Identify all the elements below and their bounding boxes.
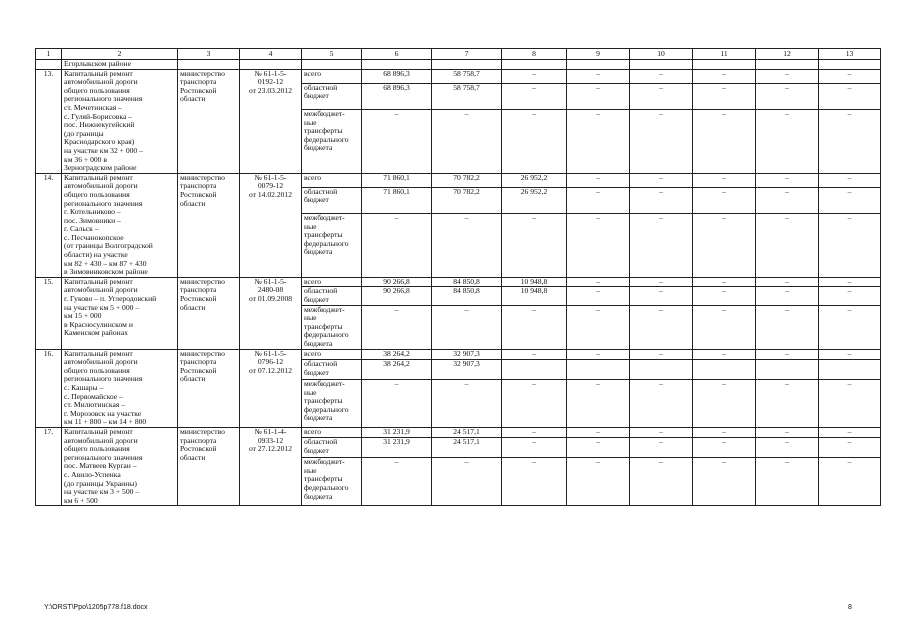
cell-empty <box>302 60 362 70</box>
amount-cell: – <box>693 109 756 173</box>
cell-empty <box>432 60 502 70</box>
amount-cell: 31 231,9 <box>362 438 432 458</box>
customer: министерство транспорта Ростовской области <box>178 69 240 173</box>
investment-table <box>35 48 881 506</box>
funding-source: всего <box>302 427 362 437</box>
amount-cell: – <box>630 379 693 427</box>
amount-cell: – <box>432 109 502 173</box>
project-name: Капитальный ремонт автомобильной дороги общего пользования регионального значения пос. Матвеев Курган – с. Авило-Успенка (до границы Украины) на участке км 3 + 500 – км 6 + 500 <box>62 427 178 505</box>
cell-empty <box>630 60 693 70</box>
document-ref: № 61-1-5- 0079-12 от 14.02.2012 <box>240 173 302 277</box>
amount-cell <box>756 360 819 380</box>
funding-source: межбюджет- ные трансферты федерального бюджета <box>302 379 362 427</box>
funding-source: межбюджет- ные трансферты федерального бюджета <box>302 214 362 278</box>
amount-cell: – <box>567 277 630 287</box>
project-row <box>36 349 881 359</box>
amount-cell: – <box>693 287 756 305</box>
funding-source: межбюджет- ные трансферты федерального бюджета <box>302 458 362 506</box>
cell-empty <box>693 60 756 70</box>
amount-cell: – <box>567 379 630 427</box>
amount-cell: – <box>693 173 756 187</box>
customer: министерство транспорта Ростовской области <box>178 427 240 505</box>
amount-cell: – <box>362 458 432 506</box>
amount-cell: – <box>362 379 432 427</box>
amount-cell: – <box>630 109 693 173</box>
row-number: 17. <box>36 427 62 505</box>
column-number: 4 <box>240 49 302 60</box>
amount-cell: – <box>630 69 693 83</box>
amount-cell: – <box>819 305 881 349</box>
project-name: Капитальный ремонт автомобильной дороги г. Гуково – п. Углеродовский на участке км 5 + 000 – км 15 + 000 в Красносулинском и Каменском районах <box>62 277 178 349</box>
document-ref: № 61-1-5- 2480-08 от 01.09.2008 <box>240 277 302 349</box>
amount-cell: 68 896,3 <box>362 69 432 83</box>
amount-cell: – <box>756 438 819 458</box>
funding-source: областной бюджет <box>302 360 362 380</box>
funding-source: всего <box>302 173 362 187</box>
amount-cell: – <box>630 83 693 109</box>
amount-cell: 58 758,7 <box>432 69 502 83</box>
amount-cell: 32 907,3 <box>432 360 502 380</box>
funding-source: областной бюджет <box>302 83 362 109</box>
amount-cell: 10 948,8 <box>502 287 567 305</box>
carry-over-row <box>36 60 881 70</box>
amount-cell: – <box>693 427 756 437</box>
funding-source: межбюджет- ные трансферты федерального бюджета <box>302 109 362 173</box>
amount-cell: – <box>819 109 881 173</box>
amount-cell <box>693 360 756 380</box>
amount-cell: 71 860,1 <box>362 187 432 213</box>
amount-cell: – <box>756 277 819 287</box>
amount-cell: – <box>819 427 881 437</box>
amount-cell: 26 952,2 <box>502 173 567 187</box>
column-number: 5 <box>302 49 362 60</box>
project-name: Капитальный ремонт автомобильной дороги общего пользования регионального значения ст. Мечетинская – с. Гуляй-Борисовка – пос. Нижнекугейский (до границы Краснодарского края) на участке км 32 + 000 – км 36 + 000 в Зерноградском районе <box>62 69 178 173</box>
customer: министерство транспорта Ростовской области <box>178 173 240 277</box>
amount-cell: 31 231,9 <box>362 427 432 437</box>
funding-source: всего <box>302 69 362 83</box>
funding-source: областной бюджет <box>302 287 362 305</box>
column-number: 6 <box>362 49 432 60</box>
amount-cell: 24 517,1 <box>432 438 502 458</box>
amount-cell: 90 266,8 <box>362 287 432 305</box>
amount-cell: – <box>756 458 819 506</box>
amount-cell: – <box>693 379 756 427</box>
amount-cell: – <box>630 349 693 359</box>
amount-cell: 10 948,8 <box>502 277 567 287</box>
funding-source: межбюджет- ные трансферты федерального бюджета <box>302 305 362 349</box>
amount-cell <box>819 360 881 380</box>
table-body <box>36 49 881 506</box>
cell-empty <box>756 60 819 70</box>
funding-source: областной бюджет <box>302 438 362 458</box>
amount-cell: 38 264,2 <box>362 360 432 380</box>
amount-cell: – <box>567 109 630 173</box>
document-ref: № 61-1-5- 0192-12 от 23.03.2012 <box>240 69 302 173</box>
amount-cell <box>567 360 630 380</box>
funding-source: всего <box>302 349 362 359</box>
amount-cell: – <box>502 109 567 173</box>
amount-cell: – <box>502 83 567 109</box>
amount-cell: – <box>819 277 881 287</box>
project-name: Капитальный ремонт автомобильной дороги общего пользования регионального значения г. Котельниково – пос. Зимовники – г. Сальск – с. Песчанокопское (от границы Волгоградской области) на участке км 82 + 430 – км 87 + 430 в Зимовниковском районе <box>62 173 178 277</box>
customer: министерство транспорта Ростовской области <box>178 277 240 349</box>
amount-cell: – <box>693 277 756 287</box>
header-row <box>36 49 881 60</box>
funding-source: областной бюджет <box>302 187 362 213</box>
document-ref: № 61-1-5- 0796-12 от 07.12.2012 <box>240 349 302 427</box>
amount-cell: – <box>693 349 756 359</box>
amount-cell: – <box>819 69 881 83</box>
file-path-footer: Y:\ORST\Ppo\1205p778.f18.docx <box>44 604 148 611</box>
project-row <box>36 427 881 437</box>
row-number: 16. <box>36 349 62 427</box>
amount-cell: 70 782,2 <box>432 187 502 213</box>
amount-cell: – <box>756 109 819 173</box>
amount-cell: 32 907,3 <box>432 349 502 359</box>
amount-cell: 84 850,8 <box>432 277 502 287</box>
amount-cell: – <box>756 349 819 359</box>
amount-cell: – <box>693 458 756 506</box>
amount-cell: – <box>693 69 756 83</box>
row-number: 13. <box>36 69 62 173</box>
amount-cell: – <box>756 214 819 278</box>
page-number: 8 <box>848 604 852 611</box>
amount-cell: – <box>502 379 567 427</box>
carry-over-text: Егорлыкском районе <box>62 60 178 70</box>
amount-cell: – <box>567 287 630 305</box>
amount-cell: – <box>567 214 630 278</box>
amount-cell: – <box>819 173 881 187</box>
cell-empty <box>362 60 432 70</box>
amount-cell: – <box>693 438 756 458</box>
amount-cell: – <box>502 438 567 458</box>
amount-cell: – <box>502 305 567 349</box>
amount-cell: – <box>630 427 693 437</box>
row-number: 14. <box>36 173 62 277</box>
amount-cell: – <box>693 214 756 278</box>
funding-source: всего <box>302 277 362 287</box>
amount-cell: – <box>693 187 756 213</box>
amount-cell: – <box>756 379 819 427</box>
column-number: 3 <box>178 49 240 60</box>
column-number: 2 <box>62 49 178 60</box>
amount-cell: – <box>756 427 819 437</box>
cell-empty <box>36 60 62 70</box>
amount-cell: – <box>567 458 630 506</box>
amount-cell: – <box>756 187 819 213</box>
amount-cell: – <box>502 214 567 278</box>
amount-cell: – <box>502 427 567 437</box>
cell-empty <box>567 60 630 70</box>
amount-cell: – <box>567 349 630 359</box>
amount-cell <box>630 360 693 380</box>
amount-cell: – <box>502 69 567 83</box>
cell-empty <box>819 60 881 70</box>
amount-cell: – <box>819 287 881 305</box>
column-number: 10 <box>630 49 693 60</box>
project-row <box>36 69 881 83</box>
document-ref: № 61-1-4- 0933-12 от 27.12.2012 <box>240 427 302 505</box>
column-number: 9 <box>567 49 630 60</box>
amount-cell: – <box>756 305 819 349</box>
amount-cell: – <box>502 458 567 506</box>
column-number: 12 <box>756 49 819 60</box>
amount-cell <box>502 360 567 380</box>
amount-cell: – <box>630 277 693 287</box>
amount-cell: – <box>819 214 881 278</box>
amount-cell: – <box>362 305 432 349</box>
amount-cell: – <box>819 187 881 213</box>
amount-cell: – <box>567 187 630 213</box>
amount-cell: – <box>567 69 630 83</box>
project-name: Капитальный ремонт автомобильной дороги общего пользования регионального значения с. Кашары – с. Первомайское – ст. Милютинская – г. Морозовск на участке км 11 + 800 – км 14 + 800 <box>62 349 178 427</box>
amount-cell: – <box>819 83 881 109</box>
cell-empty <box>240 60 302 70</box>
amount-cell: – <box>362 214 432 278</box>
amount-cell: – <box>567 173 630 187</box>
amount-cell: – <box>567 438 630 458</box>
column-number: 7 <box>432 49 502 60</box>
amount-cell: – <box>432 214 502 278</box>
amount-cell: 70 782,2 <box>432 173 502 187</box>
amount-cell: 71 860,1 <box>362 173 432 187</box>
column-number: 8 <box>502 49 567 60</box>
amount-cell: – <box>567 305 630 349</box>
amount-cell: – <box>819 438 881 458</box>
amount-cell: – <box>630 214 693 278</box>
project-row <box>36 277 881 287</box>
amount-cell: – <box>819 458 881 506</box>
amount-cell: – <box>630 438 693 458</box>
column-number: 11 <box>693 49 756 60</box>
amount-cell: 38 264,2 <box>362 349 432 359</box>
amount-cell: – <box>630 187 693 213</box>
amount-cell: 68 896,3 <box>362 83 432 109</box>
row-number: 15. <box>36 277 62 349</box>
amount-cell: 90 266,8 <box>362 277 432 287</box>
amount-cell: – <box>567 83 630 109</box>
amount-cell: – <box>502 349 567 359</box>
amount-cell: – <box>567 427 630 437</box>
amount-cell: – <box>819 349 881 359</box>
amount-cell: – <box>756 173 819 187</box>
amount-cell: 24 517,1 <box>432 427 502 437</box>
cell-empty <box>178 60 240 70</box>
amount-cell: – <box>432 379 502 427</box>
column-number: 1 <box>36 49 62 60</box>
amount-cell: – <box>756 83 819 109</box>
amount-cell: – <box>432 458 502 506</box>
amount-cell: – <box>819 379 881 427</box>
amount-cell: – <box>693 305 756 349</box>
amount-cell: – <box>630 305 693 349</box>
amount-cell: – <box>756 69 819 83</box>
amount-cell: – <box>693 83 756 109</box>
amount-cell: – <box>362 109 432 173</box>
cell-empty <box>502 60 567 70</box>
amount-cell: 58 758,7 <box>432 83 502 109</box>
amount-cell: – <box>630 173 693 187</box>
customer: министерство транспорта Ростовской области <box>178 349 240 427</box>
column-number: 13 <box>819 49 881 60</box>
project-row <box>36 173 881 187</box>
amount-cell: 84 850,8 <box>432 287 502 305</box>
amount-cell: 26 952,2 <box>502 187 567 213</box>
amount-cell: – <box>432 305 502 349</box>
amount-cell: – <box>630 458 693 506</box>
amount-cell: – <box>630 287 693 305</box>
amount-cell: – <box>756 287 819 305</box>
